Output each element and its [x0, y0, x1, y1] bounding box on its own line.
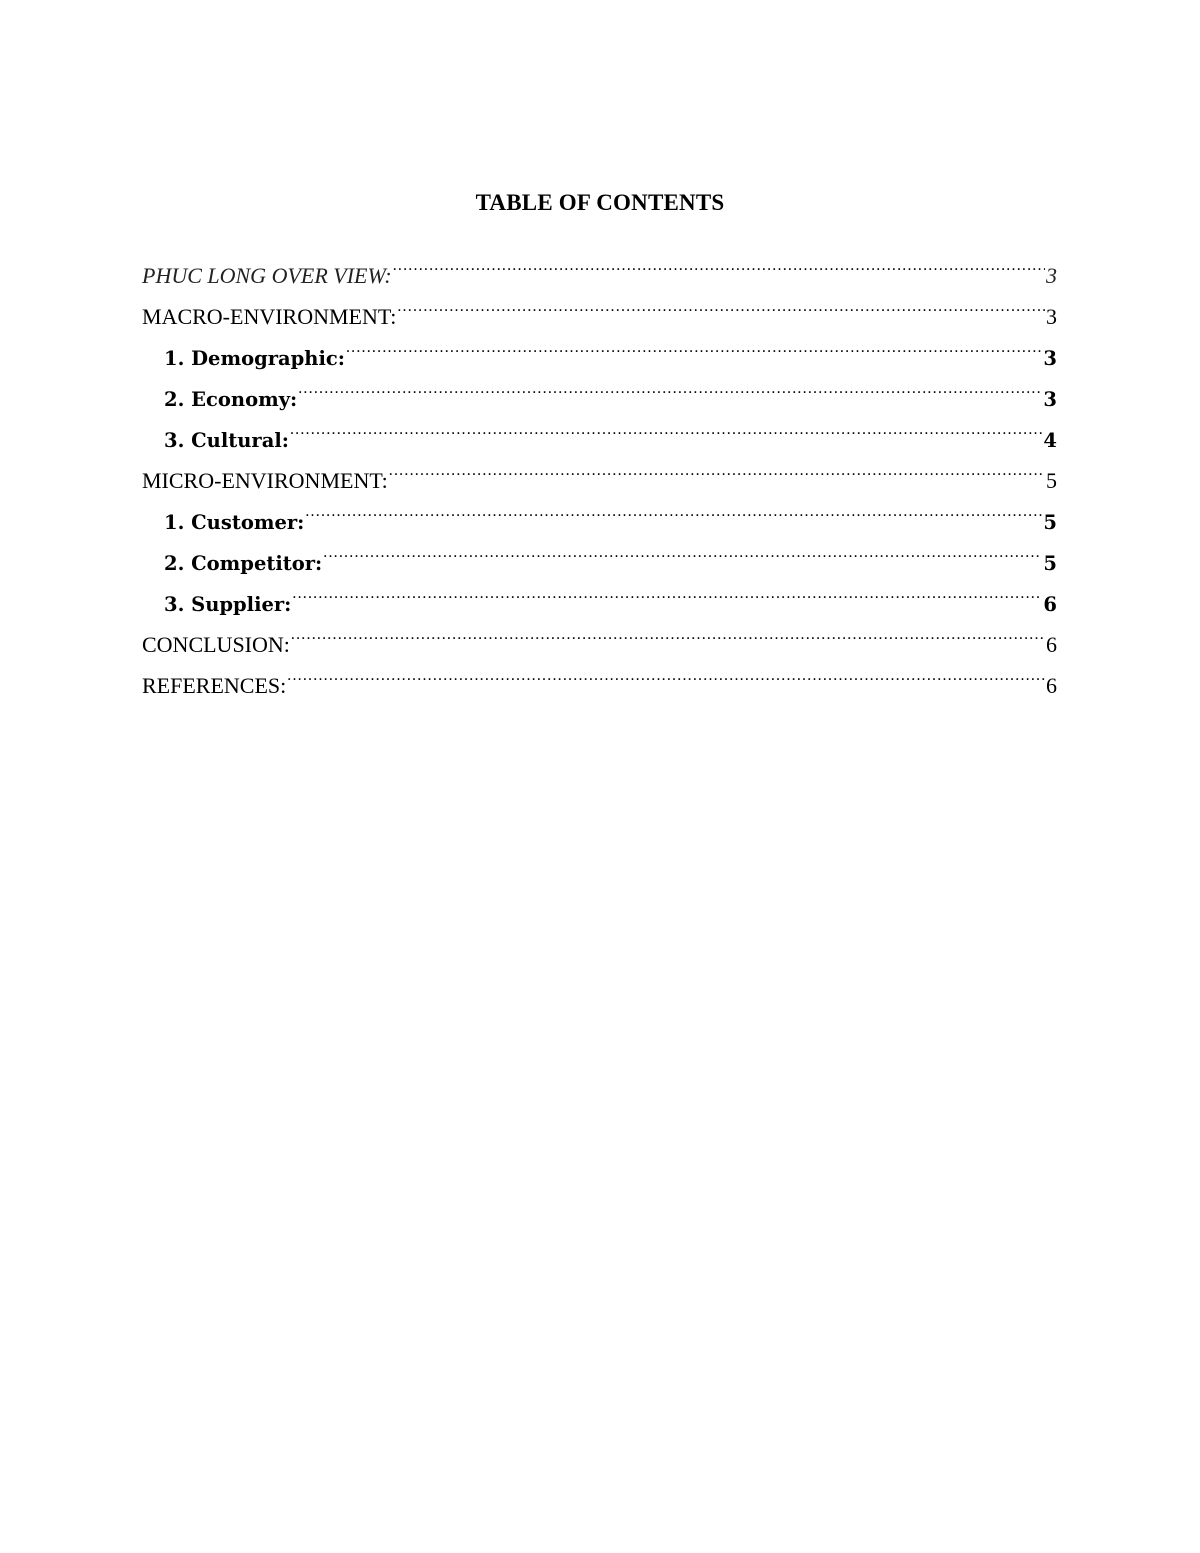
- dot-leader: [397, 283, 1045, 324]
- toc-entry-page-number: 3: [1046, 263, 1057, 288]
- dot-leader: [305, 488, 1042, 529]
- toc-entry-label: 2. Competitor:: [164, 552, 323, 575]
- toc-entry-page-number: 3: [1043, 347, 1057, 370]
- dot-leader: [291, 611, 1045, 652]
- toc-entry-page-number: 6: [1046, 673, 1057, 698]
- toc-entry-label: 3. Cultural:: [164, 429, 289, 452]
- dot-leader: [389, 447, 1045, 488]
- toc-entry-label: REFERENCES:: [142, 673, 287, 698]
- toc-entry-page-number: 6: [1046, 632, 1057, 657]
- dot-leader: [290, 406, 1042, 447]
- toc-entry-page-number: 6: [1043, 593, 1057, 616]
- toc-entry-page-number: 3: [1046, 304, 1057, 329]
- toc-entry-page-number: 4: [1043, 429, 1057, 452]
- dot-leader: [287, 652, 1045, 693]
- toc-entry-page-number: 5: [1043, 552, 1057, 575]
- toc-title: TABLE OF CONTENTS: [475, 190, 725, 215]
- dot-leader: [298, 365, 1042, 406]
- toc-entry-label: 1. Demographic:: [164, 347, 345, 370]
- toc-entry-phuc-long-overview[interactable]: [142, 242, 1057, 288]
- toc-entry-label: 1. Customer:: [164, 511, 305, 534]
- toc-entry-label: CONCLUSION:: [142, 632, 290, 657]
- table-of-contents: [142, 242, 1057, 698]
- toc-entry-page-number: 5: [1046, 468, 1057, 493]
- toc-entry-page-number: 5: [1043, 511, 1057, 534]
- dot-leader: [292, 570, 1042, 611]
- dot-leader: [323, 529, 1042, 570]
- dot-leader: [346, 324, 1042, 365]
- toc-entry-label: MACRO-ENVIRONMENT:: [142, 304, 397, 329]
- toc-entry-page-number: 3: [1043, 388, 1057, 411]
- toc-entry-label: MICRO-ENVIRONMENT:: [142, 468, 388, 493]
- toc-entry-label: 2. Economy:: [164, 388, 298, 411]
- toc-entry-label: PHUC LONG OVER VIEW:: [142, 263, 392, 288]
- dot-leader: [393, 242, 1045, 283]
- toc-entry-label: 3. Supplier:: [164, 593, 292, 616]
